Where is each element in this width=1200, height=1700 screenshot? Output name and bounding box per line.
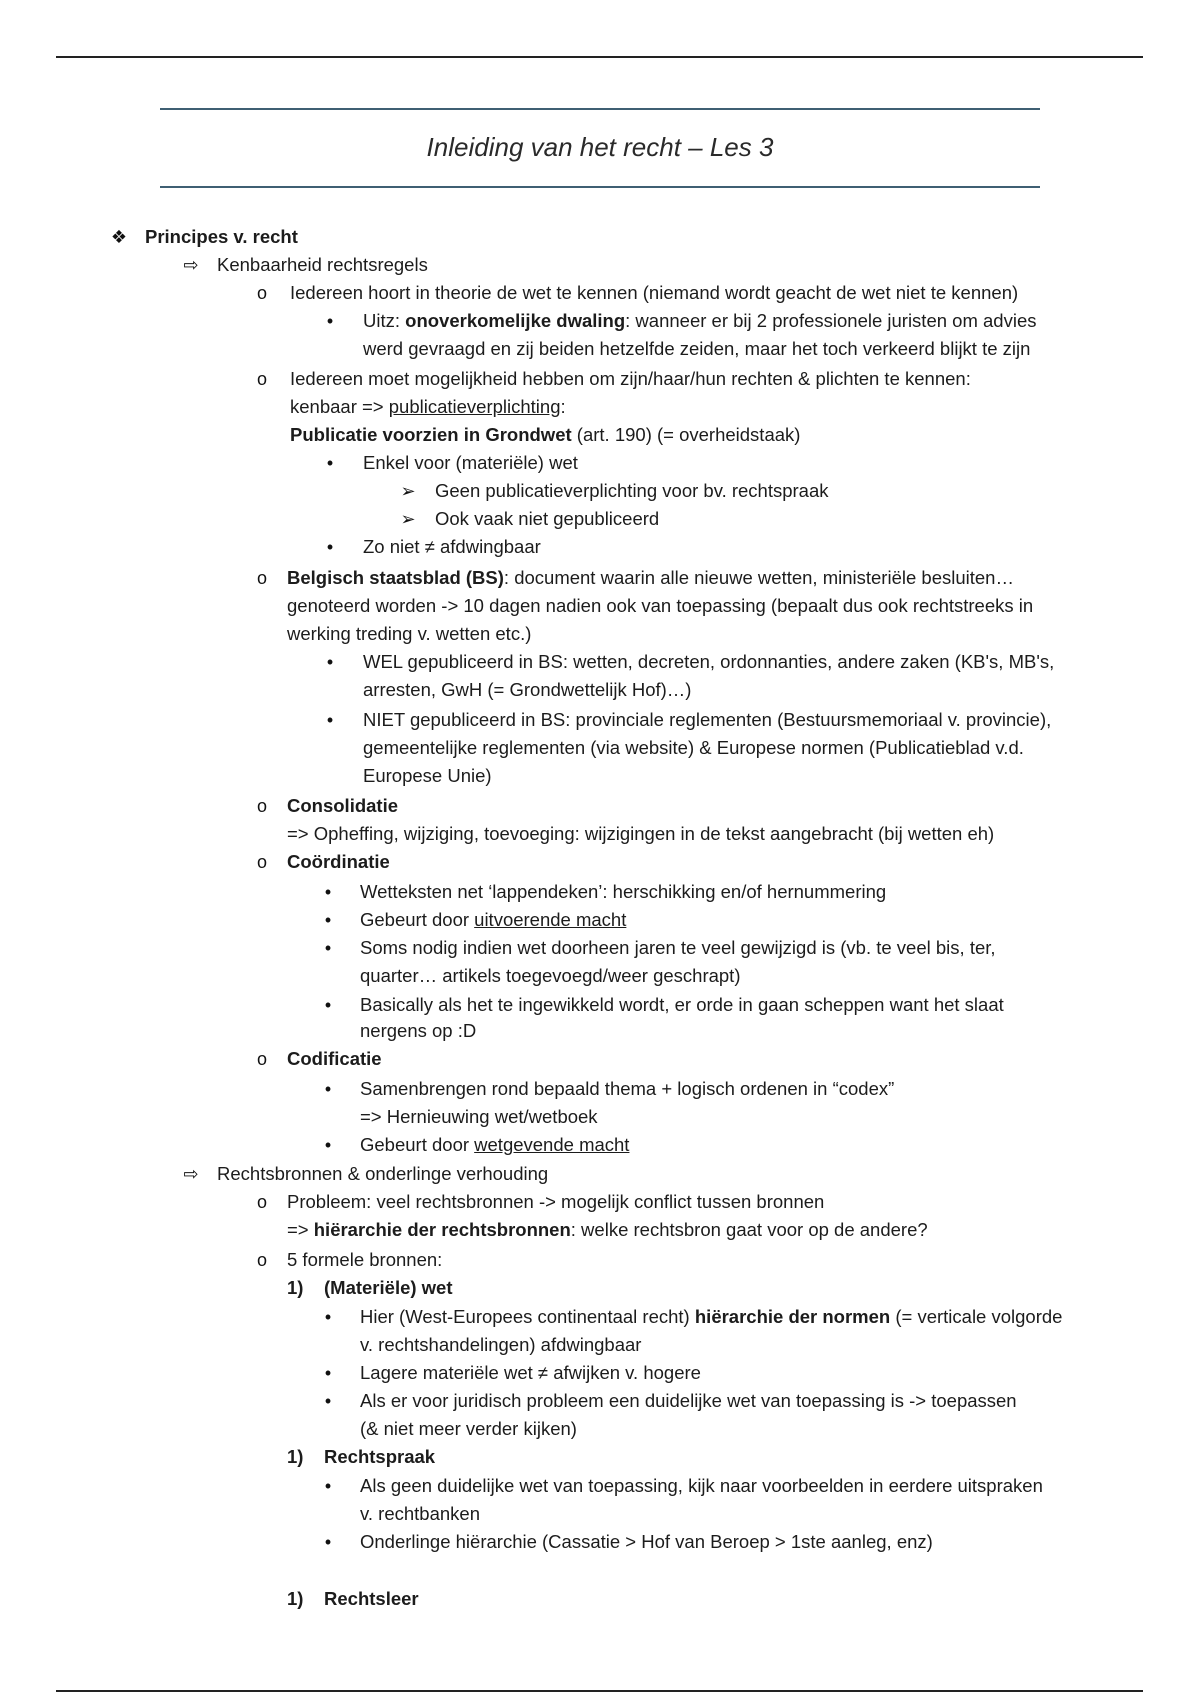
arrow-bullet-icon: ⇨ bbox=[183, 1164, 199, 1184]
list-item-continued: quarter… artikels toegevoegd/weer geschrapt) bbox=[360, 965, 741, 986]
list-item-coordinatie: Coördinatie bbox=[287, 851, 390, 872]
dot-bullet-icon: • bbox=[324, 1307, 332, 1327]
dot-bullet-icon: • bbox=[324, 1135, 332, 1155]
list-item: Probleem: veel rechtsbronnen -> mogelijk conflict tussen bronnen bbox=[287, 1191, 825, 1212]
list-item-continued: genoteerd worden -> 10 dagen nadien ook van toepassing (bepaalt dus ook rechtstreeks in bbox=[287, 595, 1034, 616]
list-item: NIET gepubliceerd in BS: provinciale reglementen (Bestuursmemoriaal v. provincie), bbox=[363, 709, 1052, 730]
list-item: Als geen duidelijke wet van toepassing, kijk naar voorbeelden in eerdere uitspraken bbox=[360, 1475, 1043, 1496]
list-item-continued: => hiërarchie der rechtsbronnen: welke rechtsbron gaat voor op de andere? bbox=[287, 1219, 928, 1240]
list-item-continued: kenbaar => publicatieverplichting: bbox=[290, 396, 566, 417]
list-item-continued: nergens op :D bbox=[360, 1020, 477, 1041]
circle-bullet-icon: o bbox=[256, 1192, 267, 1212]
list-item: Ook vaak niet gepubliceerd bbox=[435, 508, 660, 529]
list-item: Hier (West-Europees continentaal recht) hiërarchie der normen (= verticale volgorde bbox=[360, 1306, 1063, 1327]
list-number: 1) bbox=[287, 1277, 304, 1298]
list-item-continued: arresten, GwH (= Grondwettelijk Hof)…) bbox=[363, 679, 692, 700]
dot-bullet-icon: • bbox=[324, 1476, 332, 1496]
list-item: Belgisch staatsblad (BS): document waarin alle nieuwe wetten, ministeriële besluiten… bbox=[287, 567, 1014, 588]
list-item-continued: v. rechtshandelingen) afdwingbaar bbox=[360, 1334, 642, 1355]
list-item-continued: => Opheffing, wijziging, toevoeging: wijzigingen in de tekst aangebracht (bij wetten eh) bbox=[287, 823, 995, 844]
dot-bullet-icon: • bbox=[326, 652, 334, 672]
numbered-heading-rechtsleer: Rechtsleer bbox=[324, 1588, 419, 1609]
circle-bullet-icon: o bbox=[256, 1250, 267, 1270]
chevron-bullet-icon: ➢ bbox=[400, 481, 416, 501]
list-item-continued: => Hernieuwing wet/wetboek bbox=[360, 1106, 598, 1127]
list-item: Lagere materiële wet ≠ afwijken v. hogere bbox=[360, 1362, 701, 1383]
dot-bullet-icon: • bbox=[326, 537, 334, 557]
list-item: Wetteksten net ‘lappendeken’: herschikking en/of hernummering bbox=[360, 881, 887, 902]
page-top-rule bbox=[56, 56, 1143, 58]
page-title: Inleiding van het recht – Les 3 bbox=[426, 132, 774, 162]
list-item-continued: v. rechtbanken bbox=[360, 1503, 480, 1524]
list-item: Basically als het te ingewikkeld wordt, er orde in gaan scheppen want het slaat bbox=[360, 994, 1004, 1015]
dot-bullet-icon: • bbox=[324, 995, 332, 1015]
circle-bullet-icon: o bbox=[256, 283, 267, 303]
diamond-bullet-icon: ❖ bbox=[110, 227, 128, 247]
chevron-bullet-icon: ➢ bbox=[400, 509, 416, 529]
list-item: WEL gepubliceerd in BS: wetten, decreten, ordonnanties, andere zaken (KB's, MB's, bbox=[363, 651, 1055, 672]
list-item-codificatie: Codificatie bbox=[287, 1048, 382, 1069]
circle-bullet-icon: o bbox=[256, 1049, 267, 1069]
list-item-continued: Europese Unie) bbox=[363, 765, 492, 786]
dot-bullet-icon: • bbox=[324, 1079, 332, 1099]
title-bottom-rule bbox=[160, 186, 1040, 188]
section-heading-principes: Principes v. recht bbox=[145, 226, 298, 247]
list-item: 5 formele bronnen: bbox=[287, 1249, 443, 1270]
list-item: Enkel voor (materiële) wet bbox=[363, 452, 578, 473]
list-item-continued: werking treding v. wetten etc.) bbox=[287, 623, 532, 644]
dot-bullet-icon: • bbox=[326, 311, 334, 331]
title-top-rule bbox=[160, 108, 1040, 110]
subheading-rechtsbronnen: Rechtsbronnen & onderlinge verhouding bbox=[217, 1163, 549, 1184]
list-item: Iedereen moet mogelijkheid hebben om zijn/haar/hun rechten & plichten te kennen: bbox=[290, 368, 971, 389]
list-item-continued: Publicatie voorzien in Grondwet (art. 190) (= overheidstaak) bbox=[290, 424, 801, 445]
list-item-continued: werd gevraagd en zij beiden hetzelfde zeiden, maar het toch verkeerd blijkt te zijn bbox=[363, 338, 1031, 359]
list-item-continued: gemeentelijke reglementen (via website) & Europese normen (Publicatieblad v.d. bbox=[363, 737, 1024, 758]
list-item: Soms nodig indien wet doorheen jaren te veel gewijzigd is (vb. te veel bis, ter, bbox=[360, 937, 996, 958]
arrow-bullet-icon: ⇨ bbox=[183, 255, 199, 275]
numbered-heading-wet: (Materiële) wet bbox=[324, 1277, 453, 1298]
circle-bullet-icon: o bbox=[256, 796, 267, 816]
dot-bullet-icon: • bbox=[326, 453, 334, 473]
numbered-heading-rechtspraak: Rechtspraak bbox=[324, 1446, 436, 1467]
list-item: Zo niet ≠ afdwingbaar bbox=[363, 536, 541, 557]
list-item: Gebeurt door wetgevende macht bbox=[360, 1134, 630, 1155]
list-number: 1) bbox=[287, 1588, 304, 1609]
list-item: Samenbrengen rond bepaald thema + logisch ordenen in “codex” bbox=[360, 1078, 895, 1099]
dot-bullet-icon: • bbox=[326, 710, 334, 730]
circle-bullet-icon: o bbox=[256, 568, 267, 588]
list-item: Onderlinge hiërarchie (Cassatie > Hof van Beroep > 1ste aanleg, enz) bbox=[360, 1531, 933, 1552]
dot-bullet-icon: • bbox=[324, 1532, 332, 1552]
dot-bullet-icon: • bbox=[324, 1363, 332, 1383]
dot-bullet-icon: • bbox=[324, 938, 332, 958]
list-number: 1) bbox=[287, 1446, 304, 1467]
list-item: Uitz: onoverkomelijke dwaling: wanneer er bij 2 professionele juristen om advies bbox=[363, 310, 1037, 331]
circle-bullet-icon: o bbox=[256, 852, 267, 872]
dot-bullet-icon: • bbox=[324, 1391, 332, 1411]
list-item-consolidatie: Consolidatie bbox=[287, 795, 399, 816]
circle-bullet-icon: o bbox=[256, 369, 267, 389]
list-item: Geen publicatieverplichting voor bv. rechtspraak bbox=[435, 480, 829, 501]
subheading-kenbaarheid: Kenbaarheid rechtsregels bbox=[217, 254, 428, 275]
list-item: Gebeurt door uitvoerende macht bbox=[360, 909, 627, 930]
list-item-continued: (& niet meer verder kijken) bbox=[360, 1418, 577, 1439]
page-bottom-rule bbox=[56, 1690, 1143, 1692]
list-item: Als er voor juridisch probleem een duidelijke wet van toepassing is -> toepassen bbox=[360, 1390, 1017, 1411]
list-item: Iedereen hoort in theorie de wet te kennen (niemand wordt geacht de wet niet te kennen) bbox=[290, 282, 1019, 303]
dot-bullet-icon: • bbox=[324, 910, 332, 930]
dot-bullet-icon: • bbox=[324, 882, 332, 902]
